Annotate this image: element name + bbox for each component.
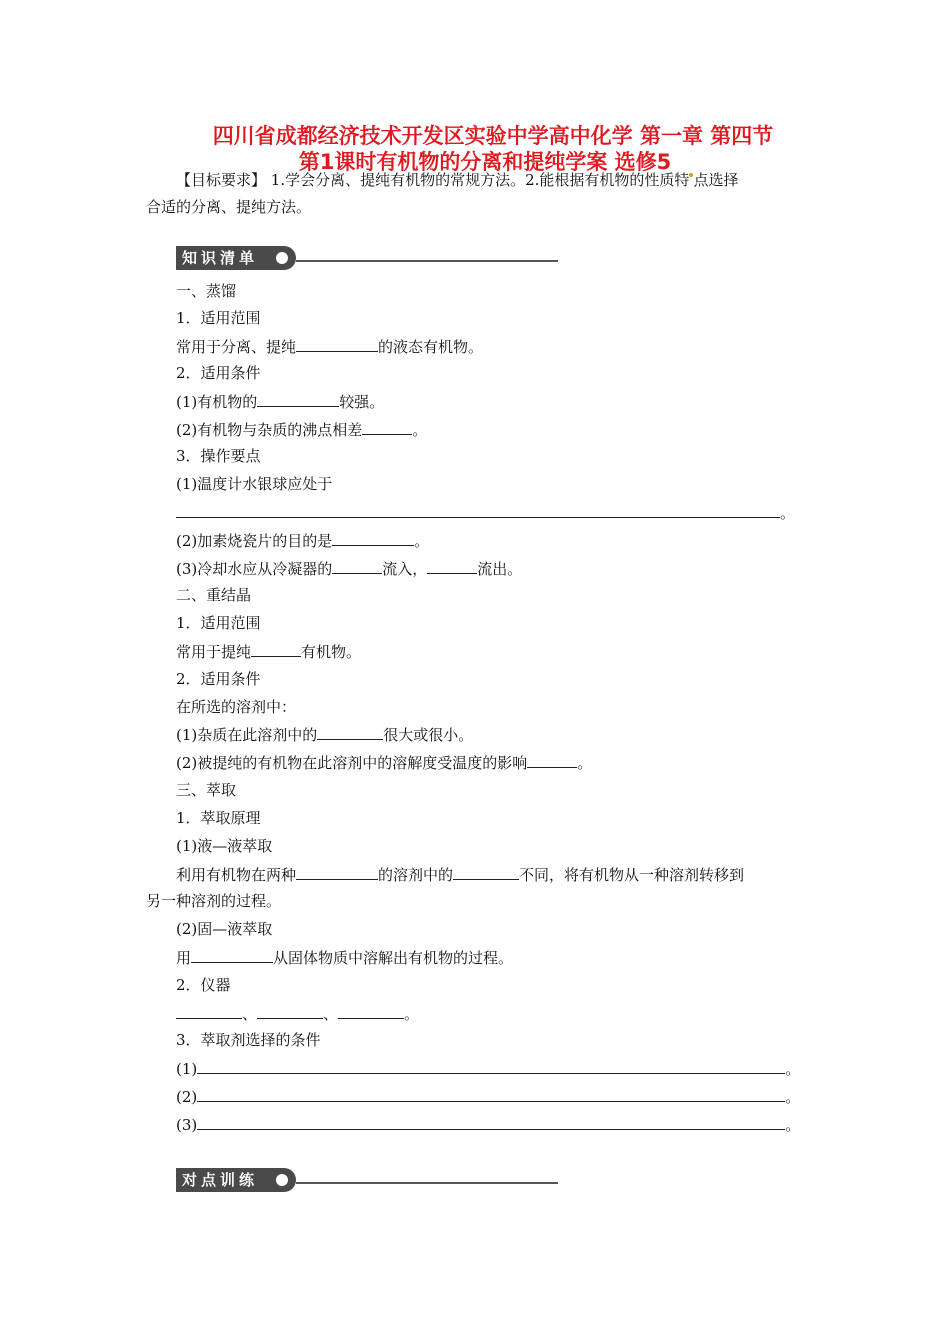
s2-sub1: 1．适用范围 — [176, 614, 261, 632]
s3-p1: (1)液—液萃取 — [176, 837, 273, 855]
fill-blank[interactable] — [197, 1086, 785, 1102]
s2-c1 — [176, 724, 473, 745]
text: (3)冷却水应从冷凝器的 — [176, 560, 333, 578]
s1-sub1: 1．适用范围 — [176, 309, 261, 327]
text: 利用有机物在两种 — [176, 866, 297, 884]
fill-blank[interactable] — [427, 558, 477, 574]
objectives-line2: 合适的分离、提纯方法。 — [146, 198, 312, 216]
text: 用 — [176, 949, 192, 967]
s1-o1: (1)温度计水银球应处于 — [176, 475, 333, 493]
text: 。 — [577, 754, 593, 772]
objectives-text1: 1.学会分离、提纯有机物的常规方法。2.能根据有机物的性质特 — [270, 171, 690, 189]
text: 。 — [412, 421, 428, 439]
s3-n1 — [176, 1058, 800, 1079]
s2-intro: 在所选的溶剂中： — [176, 698, 297, 716]
objectives-text2: 点选择 — [693, 171, 739, 189]
text: 流入， — [382, 560, 428, 578]
s1-c1 — [176, 391, 384, 412]
text: 的溶剂中的 — [378, 866, 454, 884]
text: 。 — [414, 532, 430, 550]
fill-blank[interactable] — [527, 752, 577, 768]
text: 不同，将有机物从一种溶剂转移到 — [519, 866, 745, 884]
text: 。 — [785, 1060, 801, 1078]
text: 、 — [242, 1005, 258, 1023]
doc-title-line1: 四川省成都经济技术开发区实验中学高中化学 第一章 第四节 — [212, 124, 774, 148]
text: 很大或很小。 — [383, 726, 474, 744]
fill-blank[interactable] — [197, 1114, 785, 1130]
text: 。 — [785, 1088, 801, 1106]
fill-blank[interactable] — [453, 864, 519, 880]
text: (1) — [176, 1060, 198, 1078]
s3-instruments-line — [176, 1003, 419, 1024]
text: 、 — [323, 1005, 339, 1023]
text: 常用于分离、提纯 — [176, 338, 297, 356]
knowledge-divider — [296, 260, 558, 262]
fill-blank[interactable] — [296, 336, 378, 352]
objectives-line1 — [176, 170, 738, 190]
fill-blank[interactable] — [176, 1003, 242, 1019]
fill-blank[interactable] — [257, 391, 339, 407]
text: (2)有机物与杂质的沸点相差 — [176, 421, 363, 439]
s1-o2 — [176, 530, 429, 551]
banner-dot-icon — [276, 1174, 288, 1186]
s3-sub2: 2．仪器 — [176, 976, 231, 994]
text: (2)加素烧瓷片的目的是 — [176, 532, 333, 550]
fill-blank[interactable] — [257, 1003, 323, 1019]
s3-p1-line2: 另一种溶剂的过程。 — [146, 892, 282, 910]
banner-dot-icon — [276, 252, 288, 264]
text: 。 — [404, 1005, 420, 1023]
text: 流出。 — [477, 560, 523, 578]
text: 常用于提纯 — [176, 643, 252, 661]
s2-heading: 二、重结晶 — [176, 586, 252, 604]
s1-sub3: 3．操作要点 — [176, 447, 261, 465]
fill-blank[interactable] — [197, 1058, 785, 1074]
s3-sub3: 3．萃取剂选择的条件 — [176, 1031, 321, 1049]
text: 。 — [785, 1116, 801, 1134]
s1-sub1-line — [176, 336, 483, 357]
s2-sub1-line — [176, 641, 361, 662]
objectives-label: 【目标要求】 — [176, 171, 267, 189]
s1-heading: 一、蒸馏 — [176, 282, 237, 300]
s2-sub2: 2．适用条件 — [176, 670, 261, 688]
text: 从固体物质中溶解出有机物的过程。 — [273, 949, 514, 967]
s3-heading: 三、萃取 — [176, 781, 237, 799]
s3-p1-line — [176, 864, 744, 885]
s3-p2-line — [176, 947, 513, 968]
s1-c2 — [176, 419, 427, 440]
practice-divider — [296, 1182, 558, 1184]
s3-p2: (2)固—液萃取 — [176, 920, 273, 938]
fill-blank[interactable] — [251, 641, 301, 657]
knowledge-banner-label: 知识清单 — [182, 249, 259, 267]
fill-blank[interactable] — [317, 724, 383, 740]
text: (2) — [176, 1088, 198, 1106]
fill-blank[interactable] — [296, 864, 378, 880]
s1-sub2: 2．适用条件 — [176, 364, 261, 382]
text: 。 — [780, 504, 796, 522]
fill-blank[interactable] — [338, 1003, 404, 1019]
text: 较强。 — [339, 393, 385, 411]
fill-blank[interactable] — [176, 502, 780, 518]
s2-c2 — [176, 752, 592, 773]
doc-title-line2: 第1课时有机物的分离和提纯学案 选修5 — [298, 150, 672, 174]
text: (1)杂质在此溶剂中的 — [176, 726, 318, 744]
practice-banner — [176, 1168, 296, 1192]
s1-o1-blank-line — [176, 502, 795, 523]
fill-blank[interactable] — [332, 558, 382, 574]
fill-blank[interactable] — [362, 419, 412, 435]
text: (1)有机物的 — [176, 393, 258, 411]
s1-o3 — [176, 558, 522, 579]
text: (3) — [176, 1116, 198, 1134]
s3-n3 — [176, 1114, 800, 1135]
fill-blank[interactable] — [332, 530, 414, 546]
practice-banner-label: 对点训练 — [182, 1171, 259, 1189]
text: 的液态有机物。 — [378, 338, 484, 356]
fill-blank[interactable] — [191, 947, 273, 963]
s3-sub1: 1．萃取原理 — [176, 809, 261, 827]
text: (2)被提纯的有机物在此溶剂中的溶解度受温度的影响 — [176, 754, 528, 772]
s3-n2 — [176, 1086, 800, 1107]
knowledge-banner — [176, 246, 296, 270]
text: 有机物。 — [301, 643, 362, 661]
